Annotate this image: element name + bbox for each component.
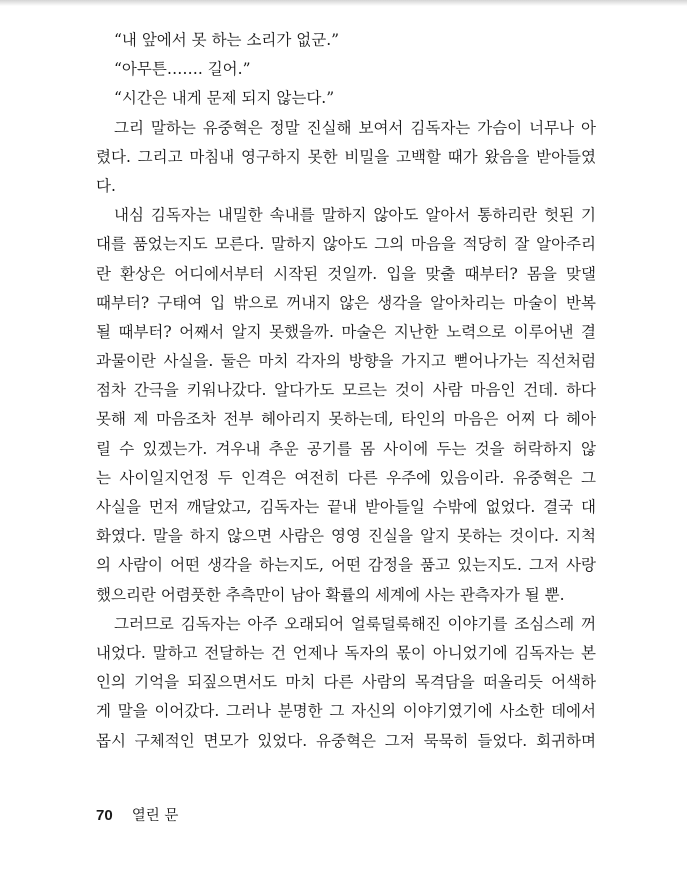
page-number: 70 (96, 807, 113, 824)
paragraph-line: 그러므로 김독자는 아주 오래되어 얼룩덜룩해진 이야기를 조심스레 꺼 (114, 614, 596, 633)
paragraph-line: 릴 수 있겠는가. 겨우내 추운 공기를 몸 사이에 두는 것을 허락하지 않 (96, 439, 596, 458)
paragraph-line: 사실을 먼저 깨달았고, 김독자는 끝내 받아들일 수밖에 없었다. 결국 대 (96, 498, 596, 516)
paragraph-line: 과물이란 사실을. 둘은 마치 각자의 방향을 가지고 뻗어나가는 직선처럼 (96, 352, 596, 371)
paragraph-line: 는 사이일지언정 두 인격은 여전히 다른 우주에 있음이라. 유중혁은 그 (96, 468, 596, 487)
paragraph-line: 못해 제 마음조차 전부 헤아리지 못하는데, 타인의 마음은 어찌 다 헤아 (96, 410, 596, 429)
paragraph-line: 될 때부터? 어째서 알지 못했을까. 마술은 지난한 노력으로 이루어낸 결 (96, 322, 596, 341)
paragraph-line: 때부터? 구태여 입 밖으로 꺼내지 않은 생각을 알아차리는 마술이 반복 (96, 293, 596, 312)
paragraph-line: 점차 간극을 키워나갔다. 알다가도 모르는 것이 사람 마음인 건데. 하다 (96, 381, 596, 400)
paragraph-line: 그리 말하는 유중혁은 정말 진실해 보여서 김독자는 가슴이 너무나 아 (114, 118, 596, 137)
dialogue-line: “내 앞에서 못 하는 소리가 없군.” (114, 31, 340, 49)
paragraph-line: 의 사람이 어떤 생각을 하는지도, 어떤 감정을 품고 있는지도. 그저 사랑 (96, 556, 596, 575)
paragraph-line: 했으리란 어렴풋한 추측만이 남아 확률의 세계에 사는 관측자가 될 뿐. (96, 585, 565, 604)
page-footer (96, 800, 178, 830)
paragraph-line: 게 말을 이어갔다. 그러나 분명한 그 자신의 이야기였기에 사소한 데에서 (96, 702, 596, 721)
paragraph-line: 몹시 구체적인 면모가 있었다. 유중혁은 그저 묵묵히 들었다. 회귀하며 (96, 731, 596, 750)
paragraph-line: 대를 품었는지도 모른다. 말하지 않아도 그의 마음을 적당히 잘 알아주리 (96, 235, 596, 254)
paragraph-line: 화였다. 말을 하지 않으면 사람은 영영 진실을 알지 못하는 것이다. 지척 (96, 527, 596, 546)
page-top-edge (0, 0, 687, 6)
paragraph-line: 내었다. 말하고 전달하는 건 언제나 독자의 몫이 아니었기에 김독자는 본 (96, 643, 596, 662)
paragraph-line: 란 환상은 어디에서부터 시작된 것일까. 입을 맞출 때부터? 몸을 맞댈 (96, 264, 596, 283)
dialogue-line: “아무튼……. 길어.” (114, 60, 251, 79)
paragraph-line: 다. (96, 176, 116, 195)
dialogue-line: “시간은 내게 문제 되지 않는다.” (114, 89, 335, 108)
paragraph-line: 렸다. 그리고 마침내 영구하지 못한 비밀을 고백할 때가 왔음을 받아들였 (96, 147, 596, 166)
paragraph-line: 인의 기억을 되짚으면서도 마치 다른 사람의 목격담을 떠올리듯 어색하 (96, 673, 596, 692)
paragraph-line: 내심 김독자는 내밀한 속내를 말하지 않아도 알아서 통하리란 헛된 기 (114, 206, 596, 225)
body-text (96, 26, 596, 756)
running-title: 열린 문 (131, 808, 179, 824)
